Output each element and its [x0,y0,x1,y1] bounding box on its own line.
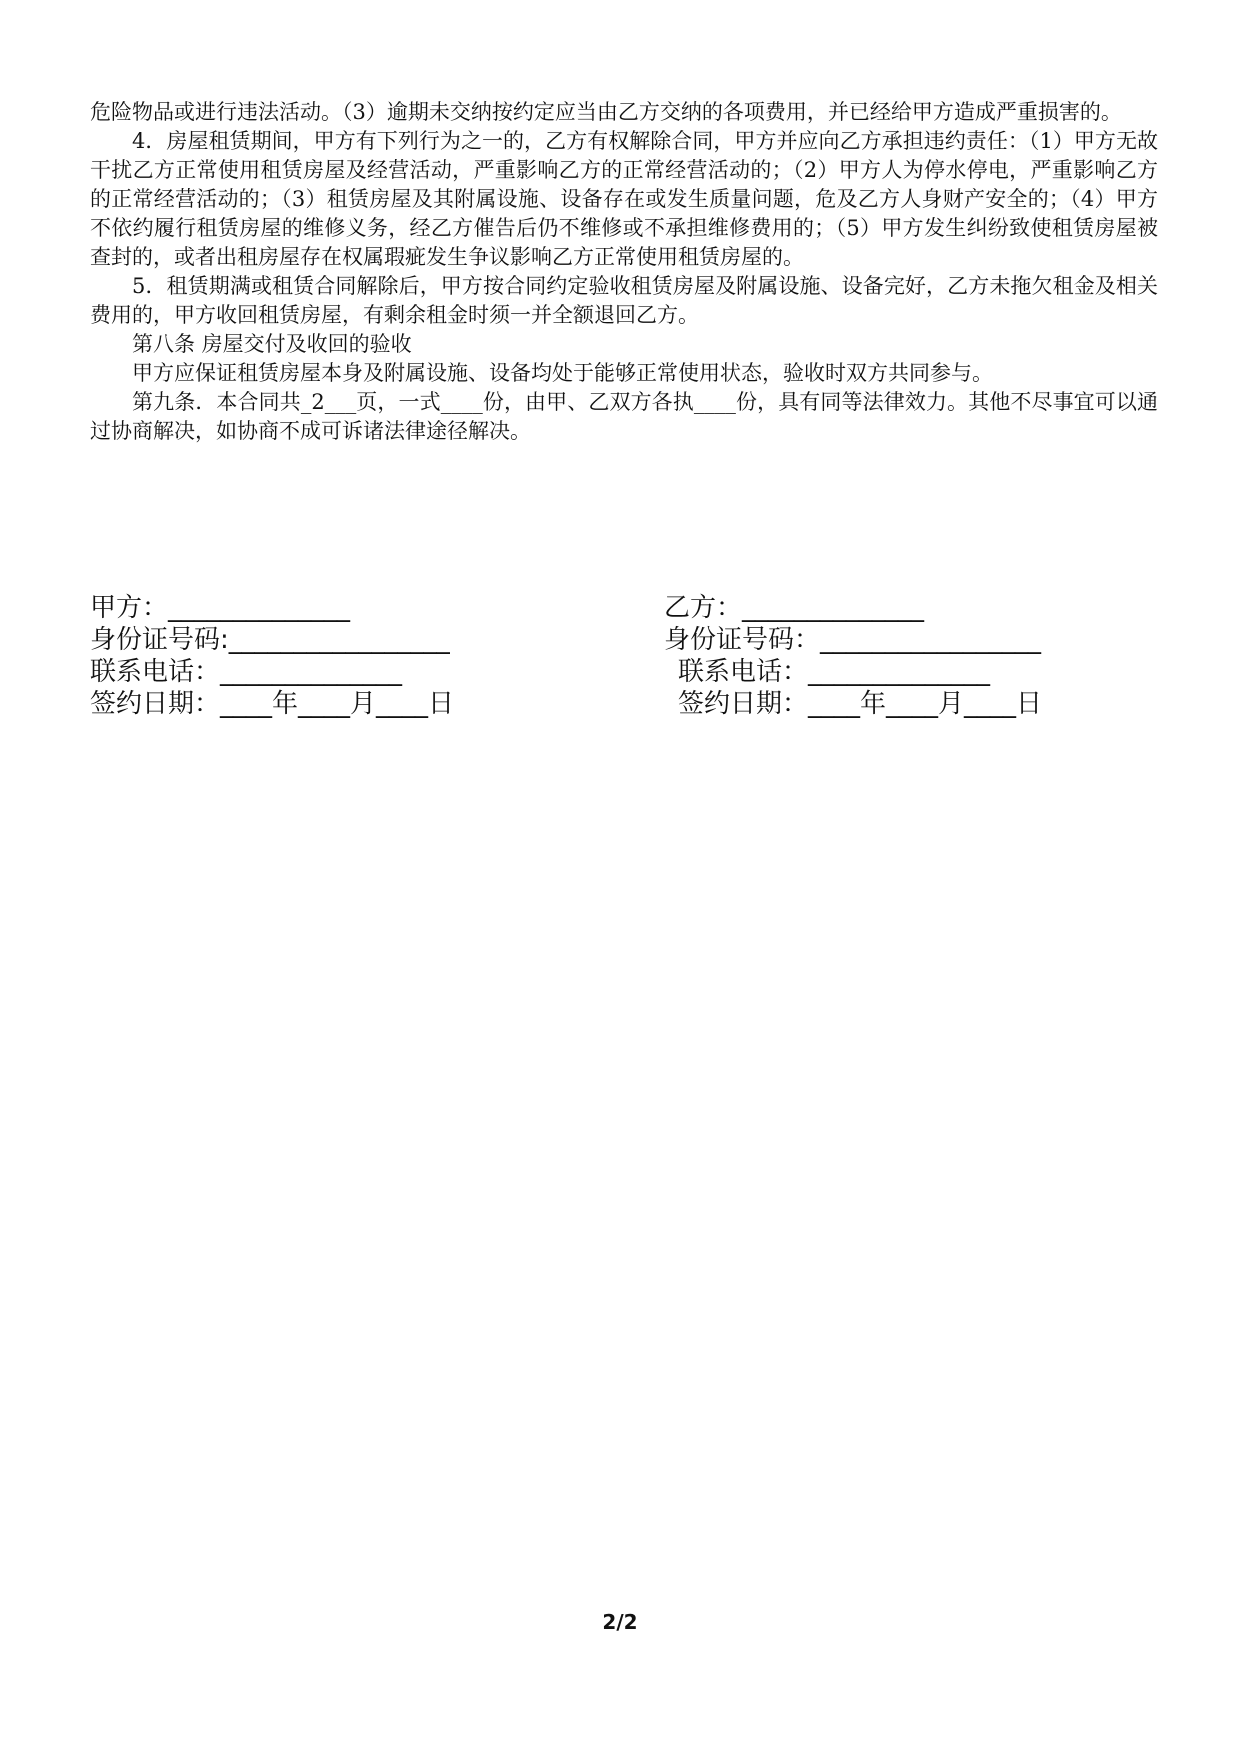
paragraph-article-8: 甲方应保证租赁房屋本身及附属设施、设备均处于能够正常使用状态，验收时双方共同参与。 [132,361,993,385]
party-b-name-field: 乙方：______________ [664,593,925,623]
party-a-id-field: 身份证号码:_________________ [90,625,450,655]
party-a-name-field: 甲方：______________ [90,593,351,623]
paragraph-prohibited-acts-continued: 危险物品或进行违法活动。（3）逾期未交纳按约定应当由乙方交纳的各项费用，并已经给甲方造成严重损害的。 [90,100,1122,124]
party-a-phone-field: 联系电话：______________ [90,657,403,687]
party-a-date-field: 签约日期：____年____月____日 [90,689,455,719]
contract-body [90,98,1158,446]
party-b-phone-field: 联系电话：______________ [678,657,991,687]
party-b-date-field: 签约日期：____年____月____日 [678,689,1043,719]
paragraph-article-9: 第九条．本合同共_2___页，一式____份，由甲、乙双方各执____份，具有同等法律效力。其他不尽事宜可以通过协商解决，如协商不成可诉诸法律途径解决。 [90,390,1158,443]
party-b-id-field: 身份证号码：_________________ [664,625,1042,655]
signature-block-party-a [90,592,454,720]
article-8-heading: 第八条 房屋交付及收回的验收 [132,332,412,356]
paragraph-clause-5: 5．租赁期满或租赁合同解除后，甲方按合同约定验收租赁房屋及附属设施、设备完好，乙方未拖欠租金及相关费用的，甲方收回租赁房屋，有剩余租金时须一并全额退回乙方。 [90,274,1158,327]
page-number: 2/2 [602,1610,638,1634]
paragraph-clause-4: 4．房屋租赁期间，甲方有下列行为之一的，乙方有权解除合同，甲方并应向乙方承担违约责任：（1）甲方无故干扰乙方正常使用租赁房屋及经营活动，严重影响乙方的正常经营活动的；（2）甲方人为停水停电，严重影响乙方的正常经营活动的；（3）租赁房屋及其附属设施、设备存在或发生质量问题，危及乙方人身财产安全的；（4）甲方不依约履行租赁房屋的维修义务，经乙方催告后仍不维修或不承担维修费用的；（5）甲方发生纠纷致使租赁房屋被查封的，或者出租房屋存在权属瑕疵发生争议影响乙方正常使用租赁房屋的。 [90,129,1158,269]
signature-block-party-b [664,592,1042,720]
